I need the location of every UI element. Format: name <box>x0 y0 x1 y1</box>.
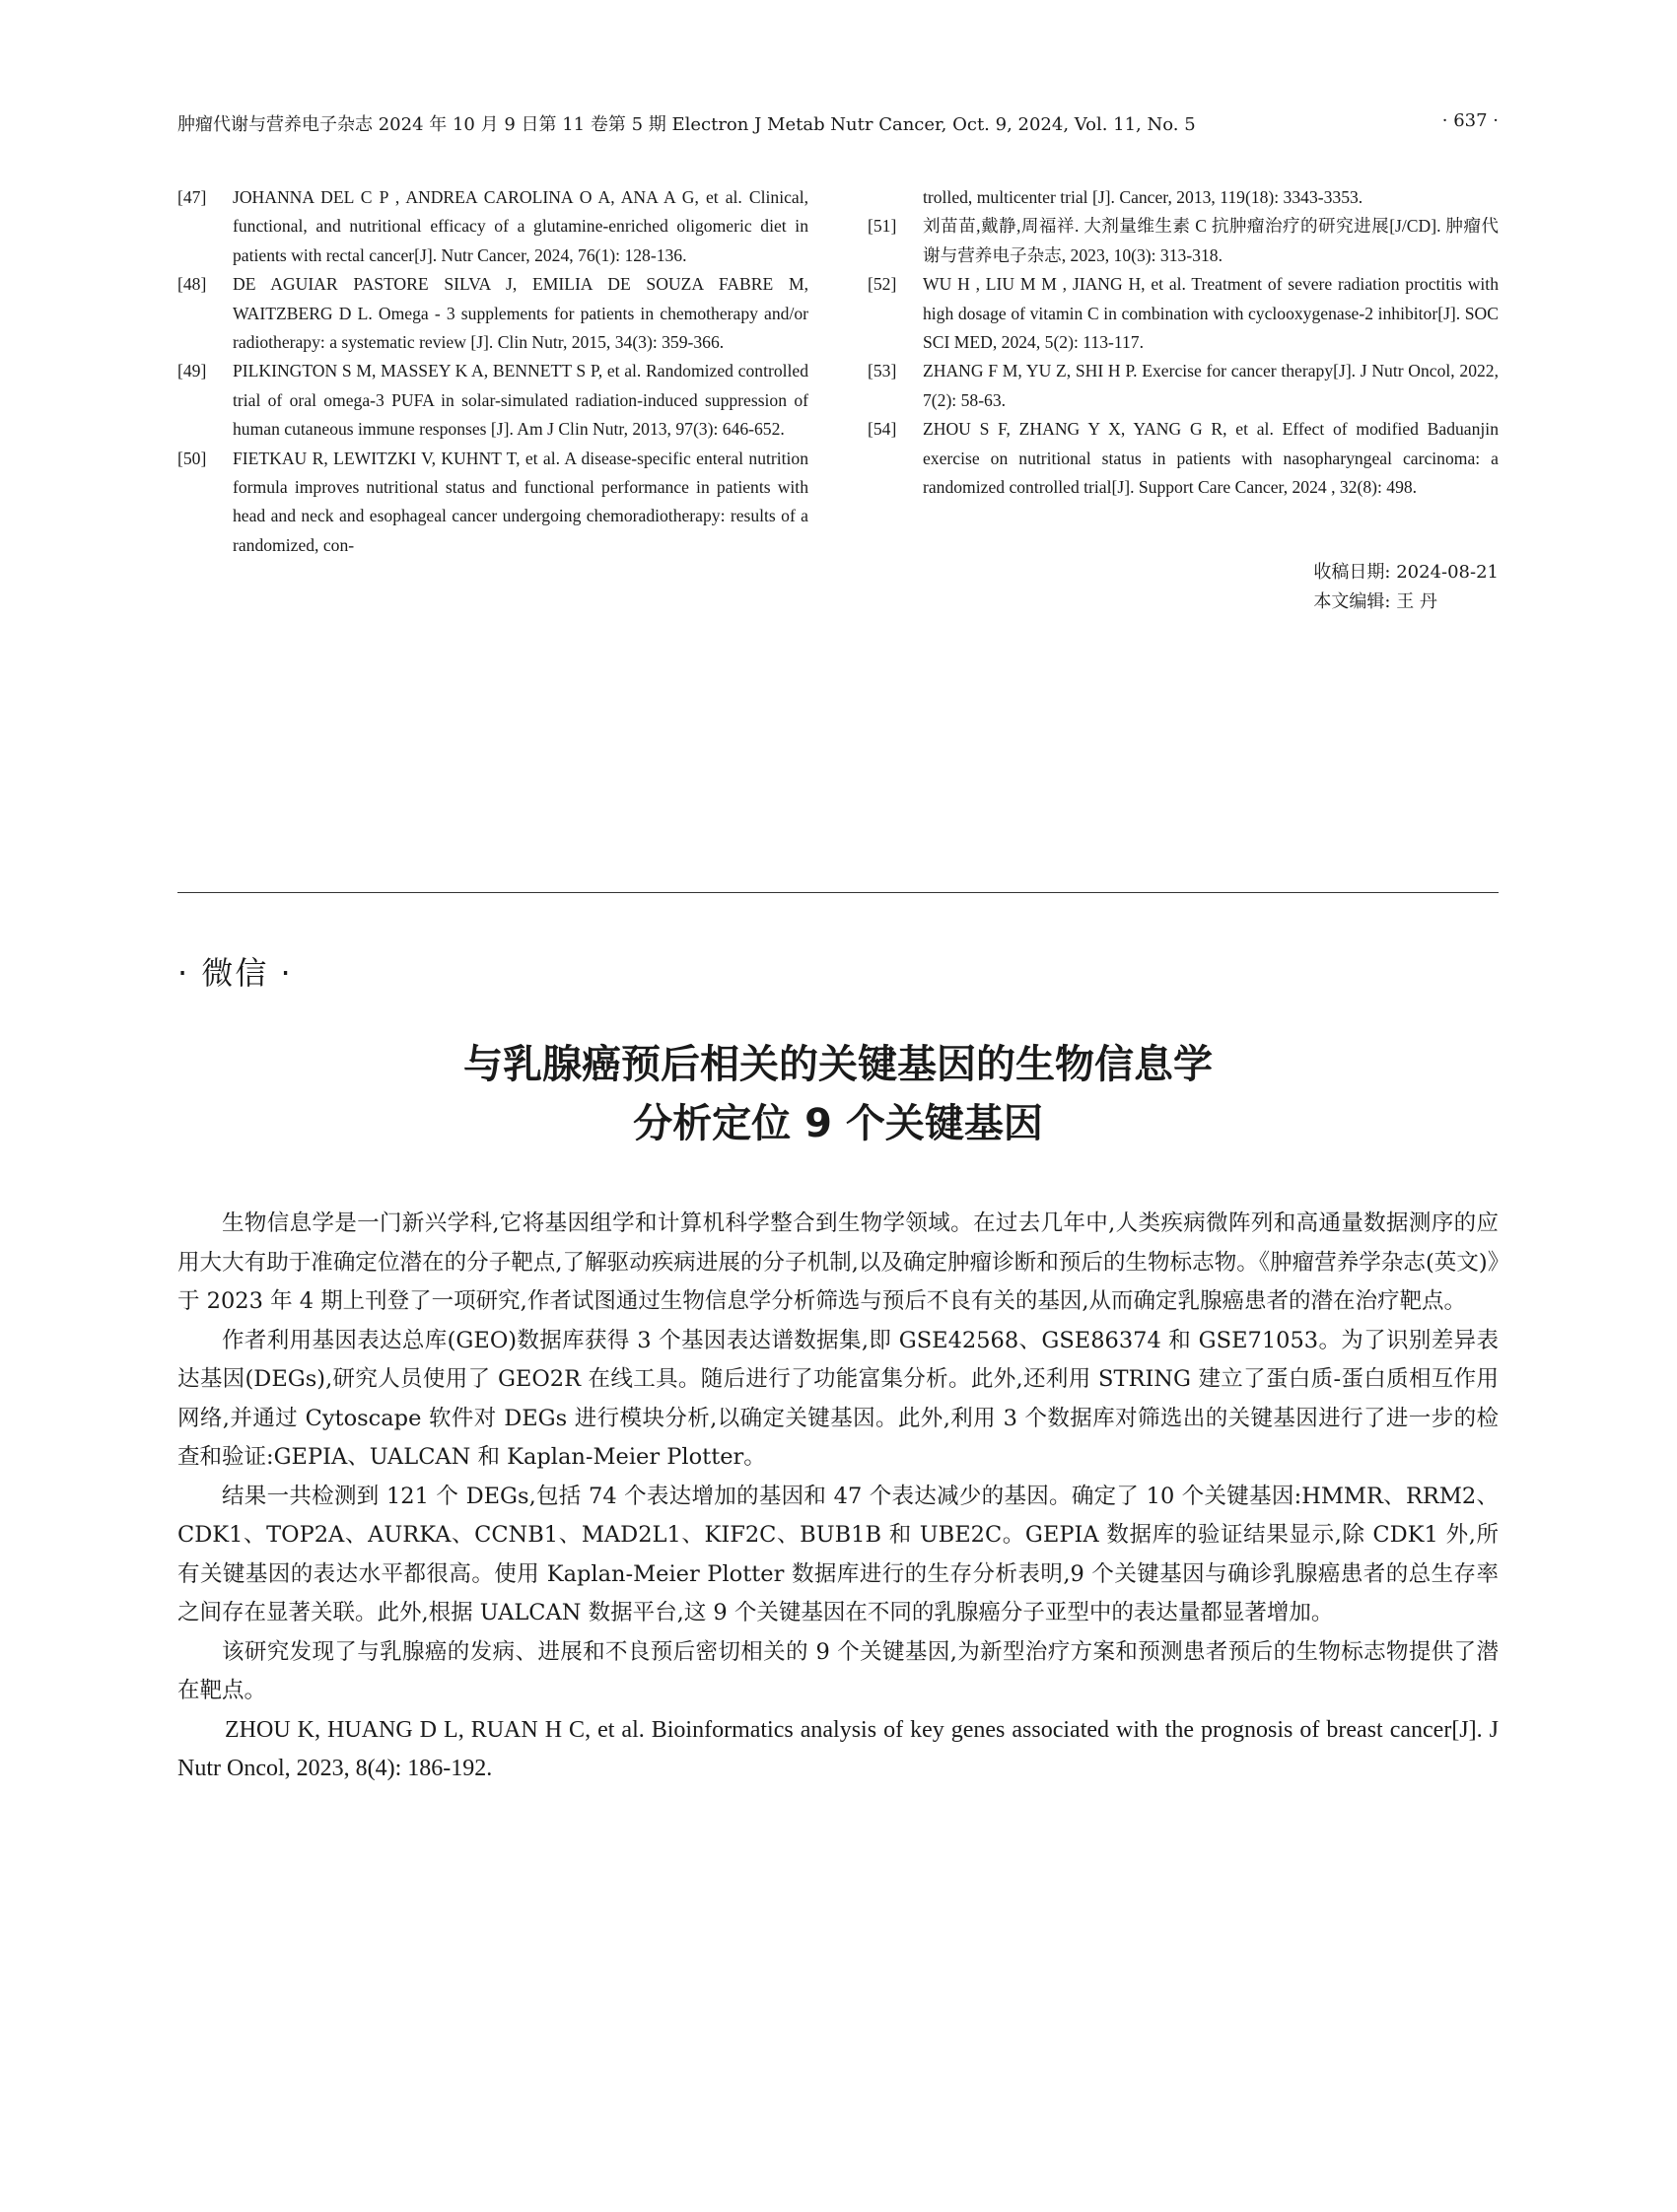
received-info <box>1313 558 1499 617</box>
journal-citation-header: 肿瘤代谢与营养电子杂志 2024 年 10 月 9 日第 11 卷第 5 期 Electron J Metab Nutr Cancer, Oct. 9, 2024, Vol. 11, No. 5 <box>177 114 1196 135</box>
reference-text: JOHANNA DEL C P , ANDREA CAROLINA O A, ANA A G, et al. Clinical, functional, and nutritional efficacy of a glutamine-enriched oligomeric diet in patients with rectal cancer[J]. Nutr Cancer, 2024, 76(1): 128-136. <box>233 187 808 265</box>
reference-item <box>868 415 1499 502</box>
received-date: 收稿日期: 2024-08-21 <box>1313 562 1499 583</box>
reference-number: [54] <box>868 419 897 440</box>
reference-item <box>177 357 808 444</box>
reference-number: [48] <box>177 274 207 295</box>
reference-item <box>868 270 1499 357</box>
reference-number: [50] <box>177 448 207 468</box>
reference-list-left <box>177 183 808 560</box>
reference-text: WU H , LIU M M , JIANG H, et al. Treatment of severe radiation proctitis with high dosage of vitamin C in combination with cyclooxygenase-2 inhibitor[J]. SOC SCI MED, 2024, 5(2): 113-117. <box>923 274 1499 353</box>
title-line-1: 与乳腺癌预后相关的关键基因的生物信息学 <box>463 1042 1213 1087</box>
reference-number: [47] <box>177 187 207 207</box>
reference-number: [49] <box>177 361 207 381</box>
source-citation: ZHOU K, HUANG D L, RUAN H C, et al. Bioinformatics analysis of key genes associated with the prognosis of breast cancer[J]. J Nutr Oncol, 2023, 8(4): 186-192. <box>177 1716 1499 1781</box>
section-divider <box>177 892 1499 893</box>
reference-item <box>868 357 1499 415</box>
body-paragraph: 作者利用基因表达总库(GEO)数据库获得 3 个基因表达谱数据集,即 GSE42568、GSE86374 和 GSE71053。为了识别差异表达基因(DEGs),研究人员使用了 GEO2R 在线工具。随后进行了功能富集分析。此外,还利用 STRING 建立了蛋白质-蛋白质相互作用网络,并通过 Cytoscape 软件对 DEGs 进行模块分析,以确定关键基因。此外,利用 3 个数据库对筛选出的关键基因进行了进一步的检查和验证:GEPIA、UALCAN 和 Kaplan-Meier Plotter。 <box>177 1327 1499 1470</box>
running-header <box>177 110 1499 140</box>
reference-item <box>868 212 1499 270</box>
section-label: · 微信 · <box>177 954 293 992</box>
reference-text: PILKINGTON S M, MASSEY K A, BENNETT S P, et al. Randomized controlled trial of oral omega-3 PUFA in solar-simulated radiation-induced suppression of human cutaneous immune responses [J]. Am J Clin Nutr, 2013, 97(3): 646-652. <box>233 361 808 440</box>
body-paragraph: 生物信息学是一门新兴学科,它将基因组学和计算机科学整合到生物学领域。在过去几年中,人类疾病微阵列和高通量数据测序的应用大大有助于准确定位潜在的分子靶点,了解驱动疾病进展的分子机制,以及确定肿瘤诊断和预后的生物标志物。《肿瘤营养学杂志(英文)》于 2023 年 4 期上刊登了一项研究,作者试图通过生物信息学分析筛选与预后不良有关的基因,从而确定乳腺癌患者的潜在治疗靶点。 <box>177 1210 1499 1314</box>
reference-text: ZHANG F M, YU Z, SHI H P. Exercise for cancer therapy[J]. J Nutr Oncol, 2022, 7(2): 58-63. <box>923 361 1499 410</box>
reference-number: [51] <box>868 216 897 237</box>
reference-continuation <box>868 183 1499 212</box>
article-body <box>177 1205 1499 1789</box>
reference-text: 刘苗苗,戴静,周福祥. 大剂量维生素 C 抗肿瘤治疗的研究进展[J/CD]. 肿瘤代谢与营养电子杂志, 2023, 10(3): 313-318. <box>923 216 1499 265</box>
reference-text: FIETKAU R, LEWITZKI V, KUHNT T, et al. A disease-specific enteral nutrition formula improves nutritional status and functional performance in patients with head and neck and esophageal cancer undergoing chemoradiotherapy: results of a randomized, con- <box>233 448 808 555</box>
title-line-2: 分析定位 9 个关键基因 <box>633 1101 1043 1146</box>
page-number: · 637 · <box>1441 110 1499 131</box>
body-paragraph: 该研究发现了与乳腺癌的发病、进展和不良预后密切相关的 9 个关键基因,为新型治疗方案和预测患者预后的生物标志物提供了潜在靶点。 <box>177 1638 1499 1703</box>
reference-text: trolled, multicenter trial [J]. Cancer, 2013, 119(18): 3343-3353. <box>923 187 1363 207</box>
reference-item <box>177 445 808 561</box>
editor-credit: 本文编辑: 王 丹 <box>1313 591 1437 612</box>
reference-item <box>177 183 808 270</box>
body-paragraph: 结果一共检测到 121 个 DEGs,包括 74 个表达增加的基因和 47 个表达减少的基因。确定了 10 个关键基因:HMMR、RRM2、CDK1、TOP2A、AURKA、CCNB1、MAD2L1、KIF2C、BUB1B 和 UBE2C。GEPIA 数据库的验证结果显示,除 CDK1 外,所有关键基因的表达水平都很高。使用 Kaplan-Meier Plotter 数据库进行的生存分析表明,9 个关键基因与确诊乳腺癌患者的总生存率之间存在显著关联。此外,根据 UALCAN 数据平台,这 9 个关键基因在不同的乳腺癌分子亚型中的表达量都显著增加。 <box>177 1483 1499 1625</box>
reference-text: DE AGUIAR PASTORE SILVA J, EMILIA DE SOUZA FABRE M, WAITZBERG D L. Omega - 3 supplements for patients in chemotherapy and/or radiotherapy: a systematic review [J]. Clin Nutr, 2015, 34(3): 359-366. <box>233 274 808 353</box>
reference-list-right <box>868 183 1499 502</box>
reference-number: [52] <box>868 274 897 295</box>
article-title <box>177 1035 1499 1153</box>
reference-item <box>177 270 808 357</box>
reference-number: [53] <box>868 361 897 381</box>
reference-text: ZHOU S F, ZHANG Y X, YANG G R, et al. Effect of modified Baduanjin exercise on nutritional status in patients with nasopharyngeal carcinoma: a randomized controlled trial[J]. Support Care Cancer, 2024 , 32(8): 498. <box>923 419 1499 498</box>
